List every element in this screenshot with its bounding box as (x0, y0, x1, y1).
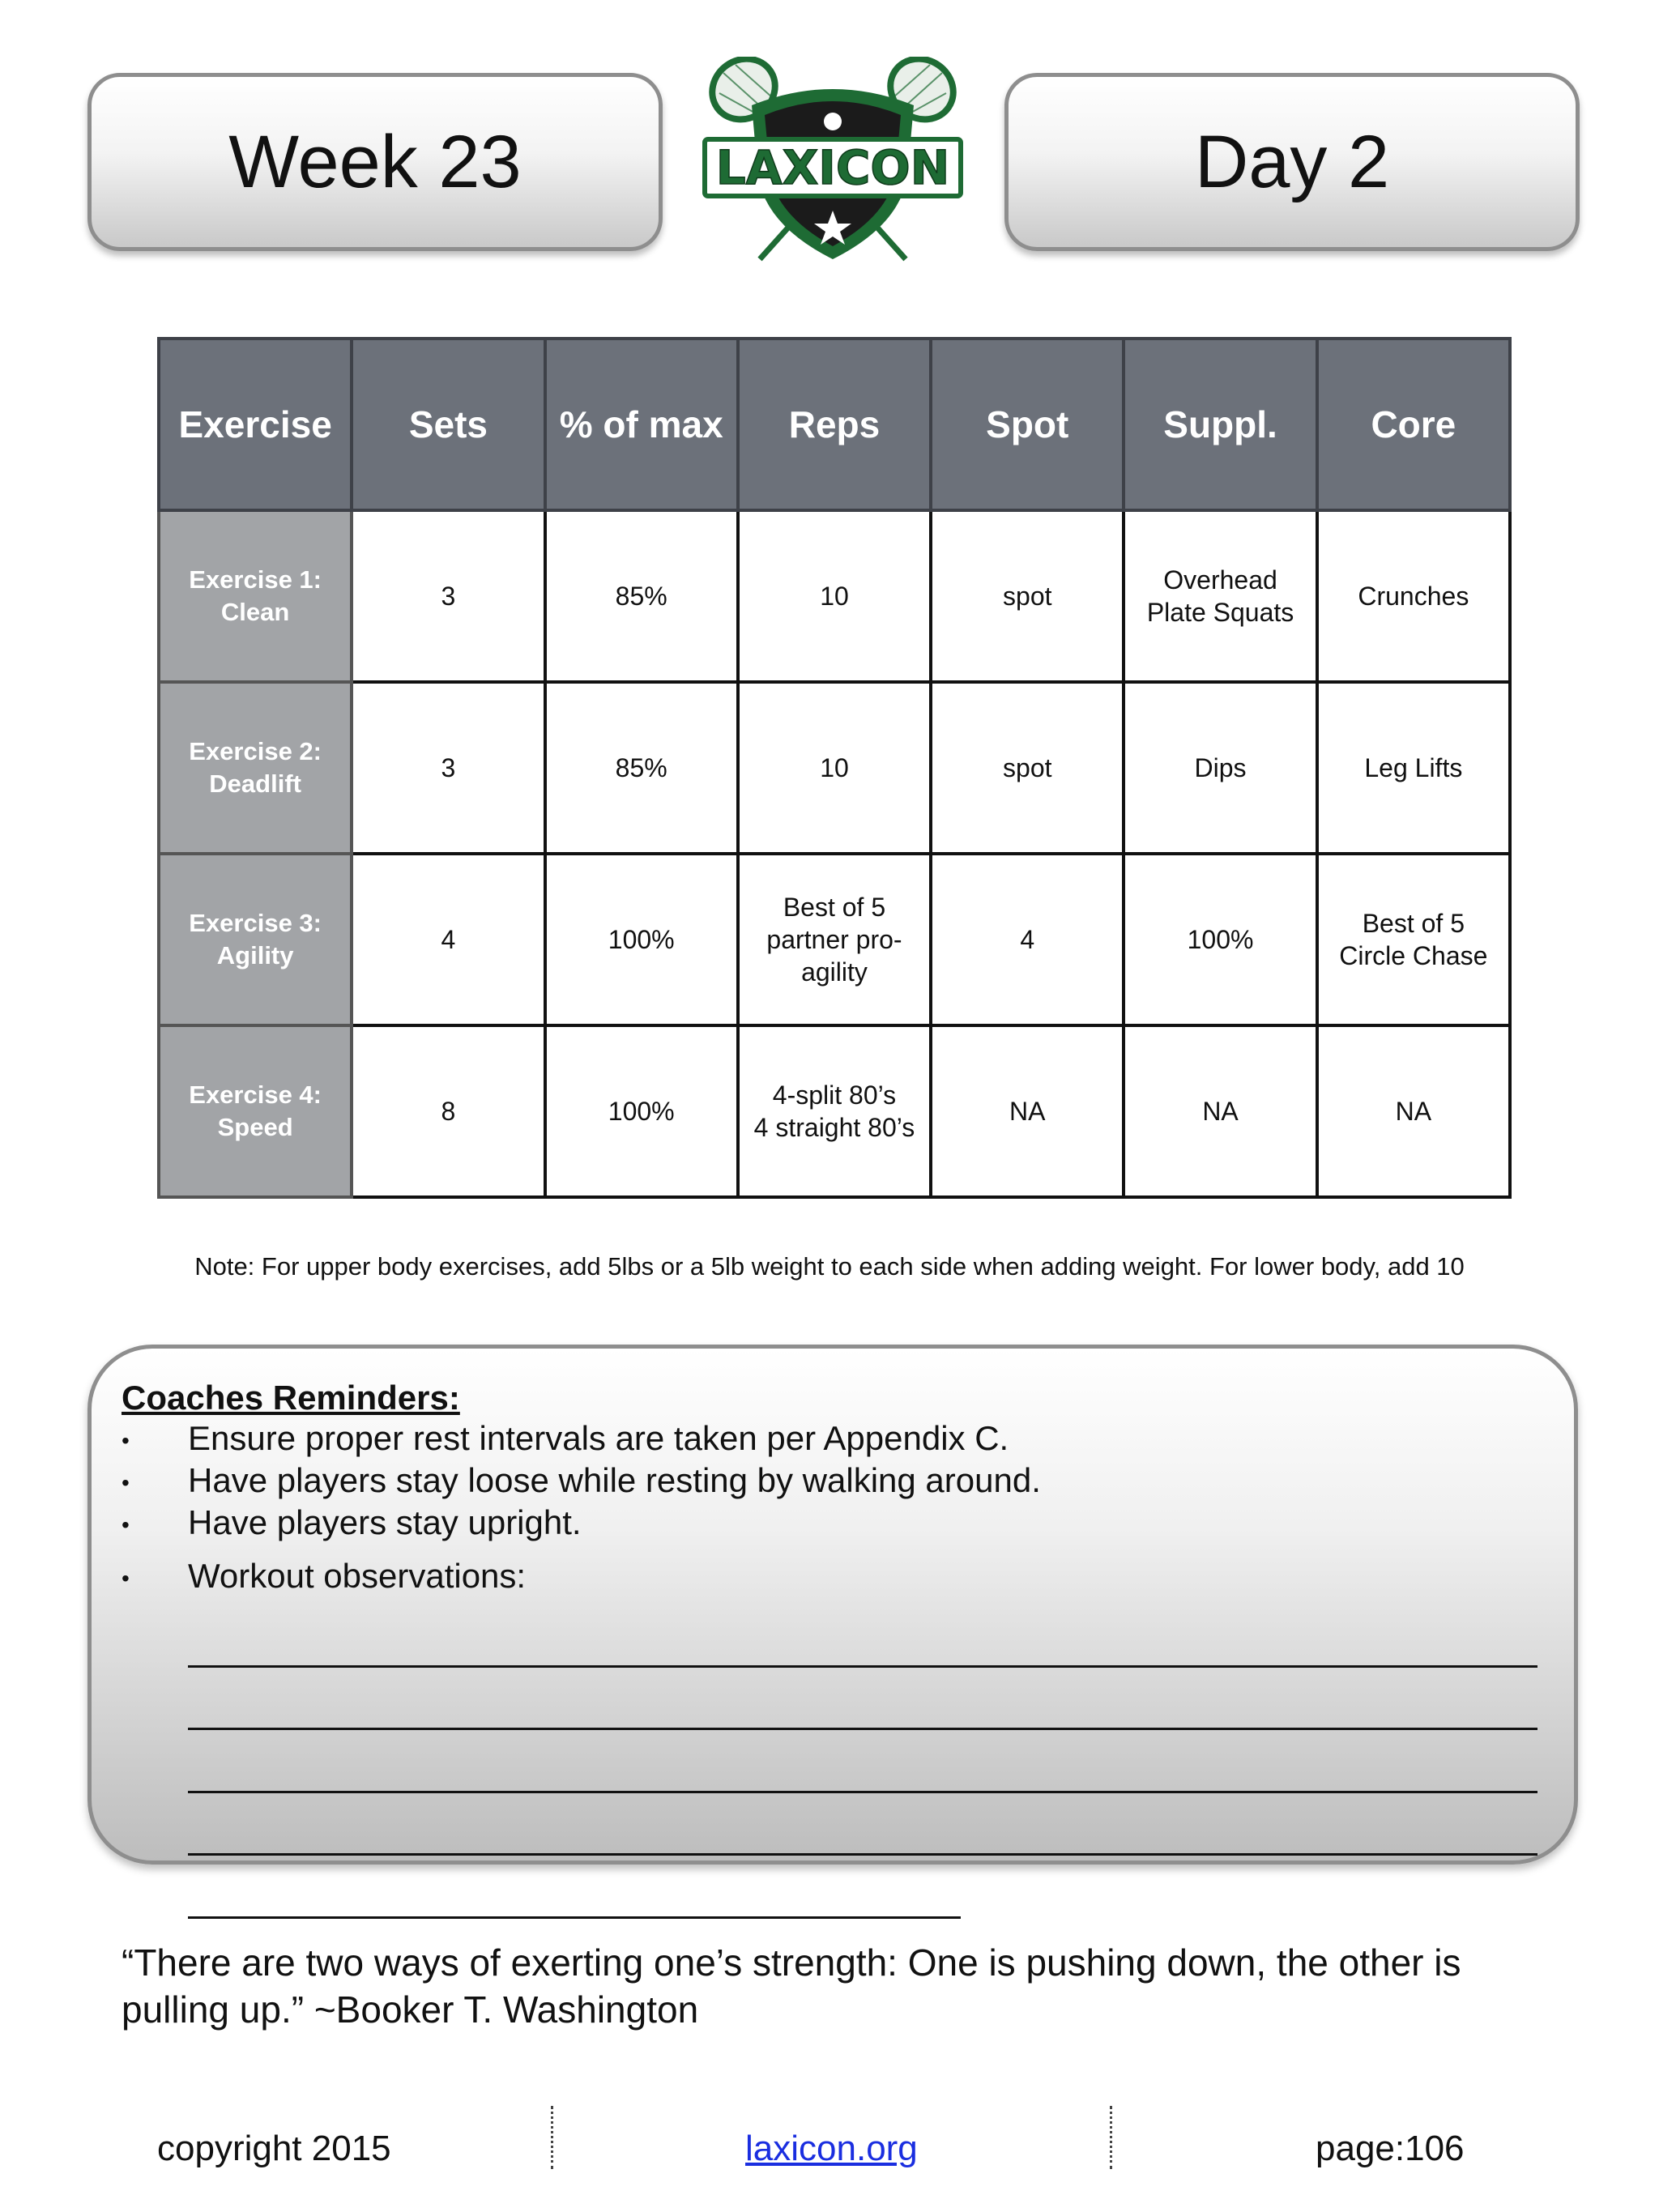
reps-line: 4 straight 80’s (753, 1113, 915, 1142)
pct-cell: 85% (545, 682, 738, 854)
pct-cell: 85% (545, 510, 738, 682)
reps-cell (738, 854, 931, 1025)
exercise-cell (159, 682, 352, 854)
pct-cell: 100% (545, 854, 738, 1025)
reps-line: partner pro- (766, 925, 902, 954)
reps-line: agility (801, 957, 868, 987)
reps-line: Best of 5 (783, 893, 886, 922)
core-line: Circle Chase (1339, 941, 1488, 970)
reps-cell (738, 1025, 931, 1197)
observation-line[interactable] (188, 1916, 961, 1919)
exercise-name: Deadlift (209, 769, 301, 798)
observation-line[interactable] (188, 1791, 1537, 1793)
reps-cell (738, 682, 931, 854)
exercise-number: Exercise 2: (189, 737, 322, 765)
core-cell (1317, 854, 1510, 1025)
reps-line: 4-split 80’s (772, 1080, 897, 1110)
bullet-icon: • (122, 1565, 130, 1591)
reps-line: 10 (820, 753, 849, 782)
reps-line: 10 (820, 582, 849, 611)
exercise-number: Exercise 4: (189, 1080, 322, 1109)
suppl-cell (1124, 1025, 1316, 1197)
table-row (159, 682, 1510, 854)
laxicon-logo (695, 57, 970, 267)
exercise-name: Clean (220, 598, 290, 626)
core-line: Leg Lifts (1364, 753, 1463, 782)
reminder-item (122, 1503, 582, 1542)
quote: “There are two ways of exerting one’s strength: One is pushing down, the other is pulling up.” ~Booker T. Washington (122, 1941, 1461, 2031)
week-label: Week 23 (228, 120, 522, 203)
suppl-cell (1124, 510, 1316, 682)
reminder-item (122, 1557, 526, 1596)
core-line: NA (1395, 1097, 1432, 1126)
suppl-line: Plate Squats (1146, 598, 1294, 627)
sets-cell: 3 (352, 682, 544, 854)
spot-cell: spot (931, 510, 1124, 682)
bullet-icon: • (122, 1427, 130, 1453)
table-row (159, 1025, 1510, 1197)
exercise-cell (159, 854, 352, 1025)
reminder-text: Have players stay loose while resting by walking around. (188, 1461, 1041, 1499)
col-spot: Spot (931, 339, 1124, 510)
core-cell (1317, 1025, 1510, 1197)
exercise-number: Exercise 1: (189, 565, 322, 594)
sets-cell: 3 (352, 510, 544, 682)
exercise-cell (159, 1025, 352, 1197)
day-box (1004, 73, 1580, 251)
reminder-item (122, 1419, 1009, 1458)
col-sets: Sets (352, 339, 544, 510)
col-exercise: Exercise (159, 339, 352, 510)
suppl-line: 100% (1187, 925, 1254, 954)
table-header-row (159, 339, 1510, 510)
observation-line[interactable] (188, 1853, 1537, 1856)
pct-cell: 100% (545, 1025, 738, 1197)
footer-divider (1110, 2106, 1112, 2169)
reminder-text: Ensure proper rest intervals are taken per Appendix C. (188, 1419, 1009, 1457)
core-line: Crunches (1358, 582, 1469, 611)
sets-cell: 4 (352, 854, 544, 1025)
table-row (159, 854, 1510, 1025)
workout-table (157, 337, 1512, 1199)
spot-cell: 4 (931, 854, 1124, 1025)
bullet-icon: • (122, 1511, 130, 1537)
exercise-name: Speed (217, 1113, 293, 1141)
observation-line[interactable] (188, 1665, 1537, 1668)
laxicon-link[interactable]: laxicon.org (745, 2129, 918, 2168)
day-label: Day 2 (1194, 120, 1390, 203)
page-number: page:106 (1316, 2129, 1465, 2168)
reminder-text: Workout observations: (188, 1557, 527, 1595)
sets-cell: 8 (352, 1025, 544, 1197)
core-line: Best of 5 (1362, 909, 1465, 938)
exercise-name: Agility (216, 941, 294, 970)
exercise-number: Exercise 3: (189, 909, 322, 937)
reminder-text: Have players stay upright. (188, 1503, 582, 1541)
bullet-icon: • (122, 1469, 130, 1495)
spot-cell: NA (931, 1025, 1124, 1197)
footer-divider (551, 2106, 553, 2169)
suppl-cell (1124, 854, 1316, 1025)
table-row (159, 510, 1510, 682)
logo-text: LAXICON (715, 140, 950, 195)
reps-cell (738, 510, 931, 682)
reminders-title: Coaches Reminders: (122, 1379, 460, 1417)
suppl-cell (1124, 682, 1316, 854)
observation-line[interactable] (188, 1728, 1537, 1730)
col-pct-max: % of max (545, 339, 738, 510)
col-core: Core (1317, 339, 1510, 510)
spot-cell: spot (931, 682, 1124, 854)
exercise-cell (159, 510, 352, 682)
week-box (87, 73, 663, 251)
suppl-line: NA (1202, 1097, 1239, 1126)
copyright-text: copyright 2015 (157, 2129, 391, 2168)
col-reps: Reps (738, 339, 931, 510)
col-suppl: Suppl. (1124, 339, 1316, 510)
suppl-line: Dips (1194, 753, 1247, 782)
reminder-item (122, 1461, 1041, 1500)
weight-note: Note: For upper body exercises, add 5lbs or a 5lb weight to each side when adding weight. For lower body, add 10 (194, 1252, 1465, 1281)
core-cell (1317, 682, 1510, 854)
core-cell (1317, 510, 1510, 682)
suppl-line: Overhead (1163, 565, 1277, 595)
